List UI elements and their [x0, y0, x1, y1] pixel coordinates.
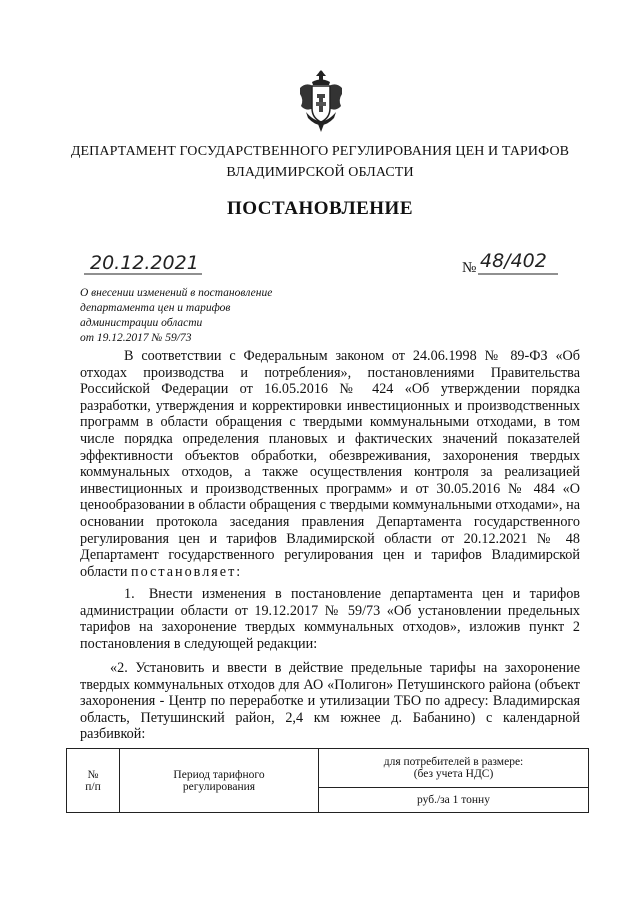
- number-sign: №: [462, 260, 477, 276]
- department-name-line1: ДЕПАРТАМЕНТ ГОСУДАРСТВЕННОГО РЕГУЛИРОВАНИЯ ЦЕН И ТАРИФОВ: [70, 144, 570, 159]
- subject-line: О внесении изменений в постановление: [80, 287, 273, 299]
- header-cell-unit: руб./за 1 тонну: [319, 788, 589, 813]
- header-cell-number: № п/п: [67, 749, 120, 813]
- preamble-paragraph: [80, 348, 580, 580]
- clause-2-text: «2. Установить и ввести в действие предельные тарифы на захоронение твердых коммунальных отходов для АО «Полигон» Петушинского района (объект захоронения - Центр по переработке и утилизации ТБО по адресу: Владимирская область, Петушинский район, 2,4 км южнее д. Бабанино) с календарной разбивкой:: [80, 660, 580, 743]
- header-cell-consumers: для потребителей в размере: (без учета НДС): [319, 749, 589, 788]
- header-cell-period: Период тарифного регулирования: [120, 749, 319, 813]
- document-subject: [80, 286, 340, 346]
- document-date-handwritten: 20.12.2021: [90, 252, 199, 274]
- coat-of-arms-emblem: [296, 68, 346, 134]
- resolves-word: постановляет:: [130, 563, 243, 580]
- clause-2-paragraph: [80, 660, 580, 743]
- subject-line: от 19.12.2017 № 59/73: [80, 332, 192, 344]
- document-number-handwritten: 48/402: [480, 250, 547, 272]
- clause-1-text: 1. Внести изменения в постановление департамента цен и тарифов администрации области от 19.12.2017 № 59/73 «Об установлении предельных тарифов на захоронение твердых коммунальных отходов», изложив пункт 2 постановления в следующей редакции:: [80, 586, 580, 652]
- preamble-text: В соответствии с Федеральным законом от 24.06.1998 № 89-ФЗ «Об отходах производства и потребления», постановлениями Правительства Российской Федерации от 16.05.2016 № 424 «Об утверждении порядка разработки, утверждения и корректировки инвестиционных и производственных программ в области обращения с твердыми коммунальными отходами, в том числе порядка определения плановых и фактических значений показателей эффективности объектов обработки, обезвреживания, захоронения твердых коммунальных отходов, а также осуществления контроля за реализацией инвестиционных и производственных программ» и от 30.05.2016 № 484 «О ценообразовании в области обращения с твердыми коммунальными отходами», на основании протокола заседания правления Департамента государственного регулирования цен и тарифов Владимирской области от 20.12.2021 № 48 Департамент государственного регулирования цен и тарифов Владимирской области: [80, 348, 580, 580]
- date-underline: [84, 272, 202, 276]
- number-underline: [478, 272, 558, 276]
- table-header-row: [67, 749, 589, 788]
- subject-line: администрации области: [80, 317, 203, 329]
- clause-1-paragraph: [80, 586, 580, 652]
- department-name-line2: ВЛАДИМИРСКОЙ ОБЛАСТИ: [226, 165, 414, 180]
- subject-line: департамента цен и тарифов: [80, 302, 231, 314]
- document-type-title: ПОСТАНОВЛЕНИЕ: [226, 198, 414, 219]
- tariff-table: [66, 748, 589, 813]
